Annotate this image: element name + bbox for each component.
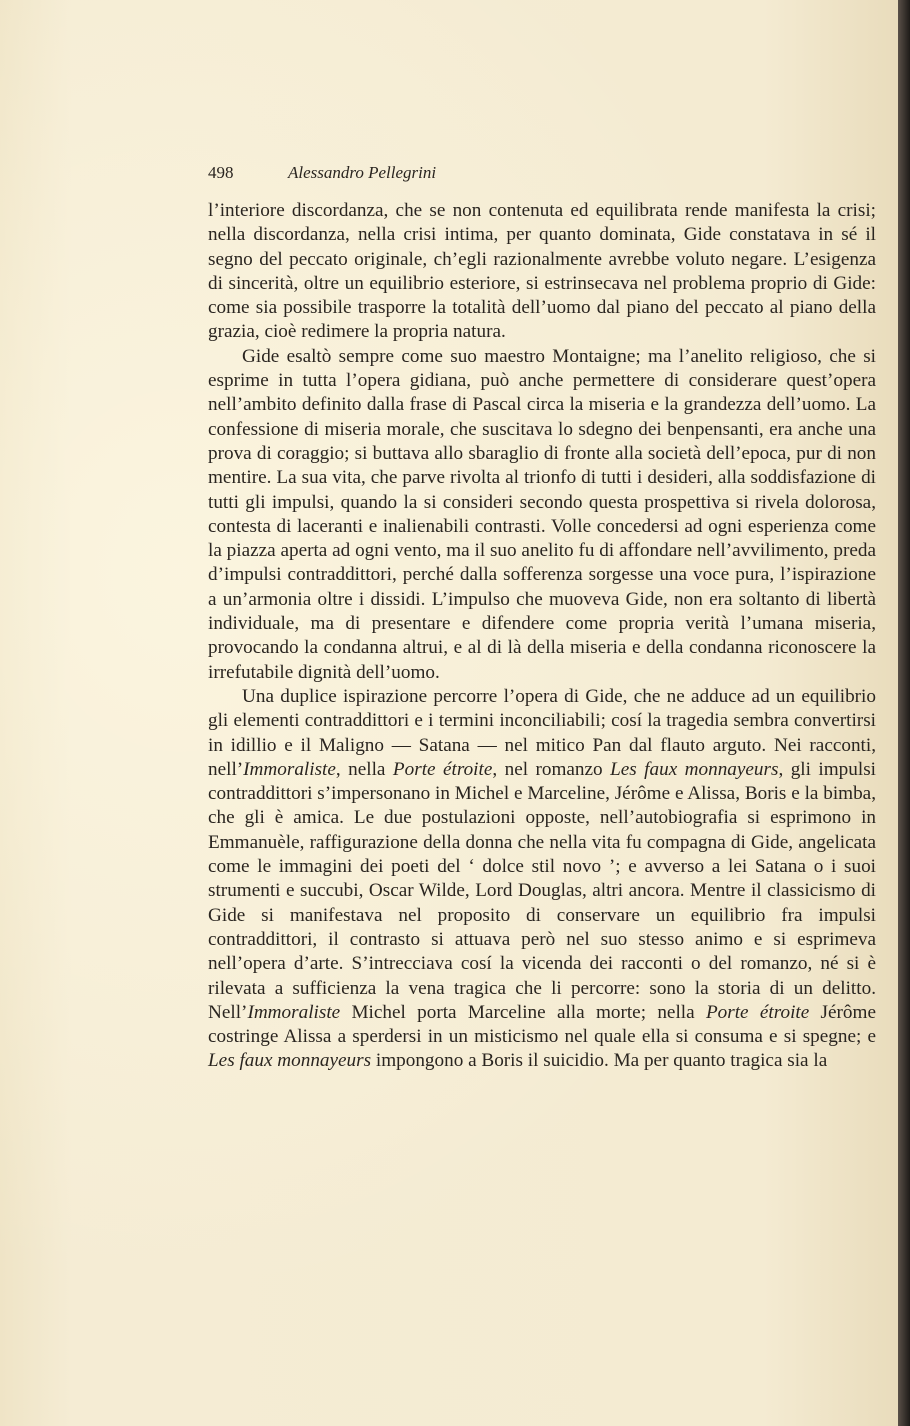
- paragraph-2: [208, 345, 876, 685]
- running-head: Alessandro Pellegrini: [288, 163, 437, 182]
- text-run: , gli impulsi contraddittori s’impersonano in Michel e Marceline, Jérôme e Alissa, Boris e la bimba, che gli è amica. Le due postulazioni opposte, nell’autobiografia si esprimono in Emmanuèle, raffigurazione della donna che nella vita fu compagna di Gide, angelicata come le immagini dei poeti del ‘ dolce stil novo ’; e avverso a lei Satana o i suoi strumenti e succubi, Oscar Wilde, Lord Douglas, altri ancora. Mentre il classicismo di Gide si manifestava nel proposito di conservare un equilibrio fra impulsi contraddittori, il contrasto si attuava però nel suo stesso animo e si esprimeva nell’opera d’arte. S’intrecciava cosí la vicenda dei racconti o del romanzo, né si è rilevata a sufficienza la vena tragica che li percorre: sono la storia di un delitto. Nell’: [208, 758, 876, 1023]
- page-edge-shadow: [898, 0, 910, 1426]
- body-text: [208, 199, 876, 1074]
- text-run: Una duplice ispirazione percorre l’opera di Gide, che ne adduce ad un equilibrio gli elementi contraddittori e i termini inconciliabili; cosí la tragedia sembra convertirsi in idillio e il Maligno — Satana — nel mitico Pan dal flauto arguto. Nei racconti, nell’: [208, 685, 876, 780]
- paragraph-1: [208, 199, 876, 345]
- italic-title: Les faux monnayeurs: [610, 758, 779, 780]
- italic-title: Immoraliste: [243, 758, 336, 780]
- text-run: impongono a Boris il suicidio. Ma per quanto tragica sia la: [371, 1050, 828, 1072]
- italic-title: Les faux monnayeurs: [208, 1050, 372, 1072]
- paragraph-3: [208, 685, 876, 1074]
- text-run: Gide esaltò sempre come suo maestro Montaigne; ma l’anelito religioso, che si esprime in tutta l’opera gidiana, può anche permettere di considerare quest’opera nell’ambito definito dalla frase di Pascal circa la miseria e la grandezza dell’uomo. La confessione di miseria morale, che suscitava lo sdegno dei benpensanti, era anche una prova di coraggio; si buttava allo sbaraglio di fronte alla società dell’epoca, pur di non mentire. La sua vita, che parve rivolta al trionfo di tutti i desideri, alla soddisfazione di tutti gli impulsi, quando la si consideri secondo questa prospettiva si rivela dolorosa, contesta di laceranti e inalienabili contrasti. Volle concedersi ad ogni esperienza come la piazza aperta ad ogni vento, ma il suo anelito fu di affondare nell’avvilimento, preda d’impulsi contraddittori, perché dalla sofferenza sorgesse una voce pura, l’ispirazione a un’armonia oltre i dissidi. L’impulso che muoveva Gide, non era soltanto di libertà individuale, ma di presentare e difendere come propria verità l’umana miseria, provocando la condanna altrui, e al di là della miseria e della condanna riconoscere la irrefutabile dignità dell’uomo.: [208, 345, 876, 683]
- text-run: , nella: [335, 758, 393, 780]
- page-header: [208, 163, 878, 187]
- italic-title: Immoraliste: [247, 1001, 341, 1023]
- page-number: 498: [208, 163, 234, 182]
- italic-title: Porte étroite: [705, 1001, 810, 1023]
- text-run: Michel porta Marceline alla morte; nella: [340, 1001, 706, 1023]
- italic-title: Porte étroite: [392, 758, 493, 780]
- text-run: , nel romanzo: [492, 758, 611, 780]
- text-run: Jérôme costringe Alissa a sperdersi in un misticismo nel quale ella si consuma e si spegne; e: [208, 1001, 876, 1048]
- text-run: l’interiore discordanza, che se non contenuta ed equilibrata rende manifesta la crisi; nella discordanza, nella crisi intima, per quanto dominata, Gide constatava in sé il segno del peccato originale, ch’egli razionalmente avrebbe voluto negare. L’esigenza di sincerità, oltre un equilibrio esteriore, si estrinsecava nel problema proprio di Gide: come sia possibile trasporre la totalità dell’uomo dal piano del peccato al piano della grazia, cioè redimere la propria natura.: [208, 200, 876, 343]
